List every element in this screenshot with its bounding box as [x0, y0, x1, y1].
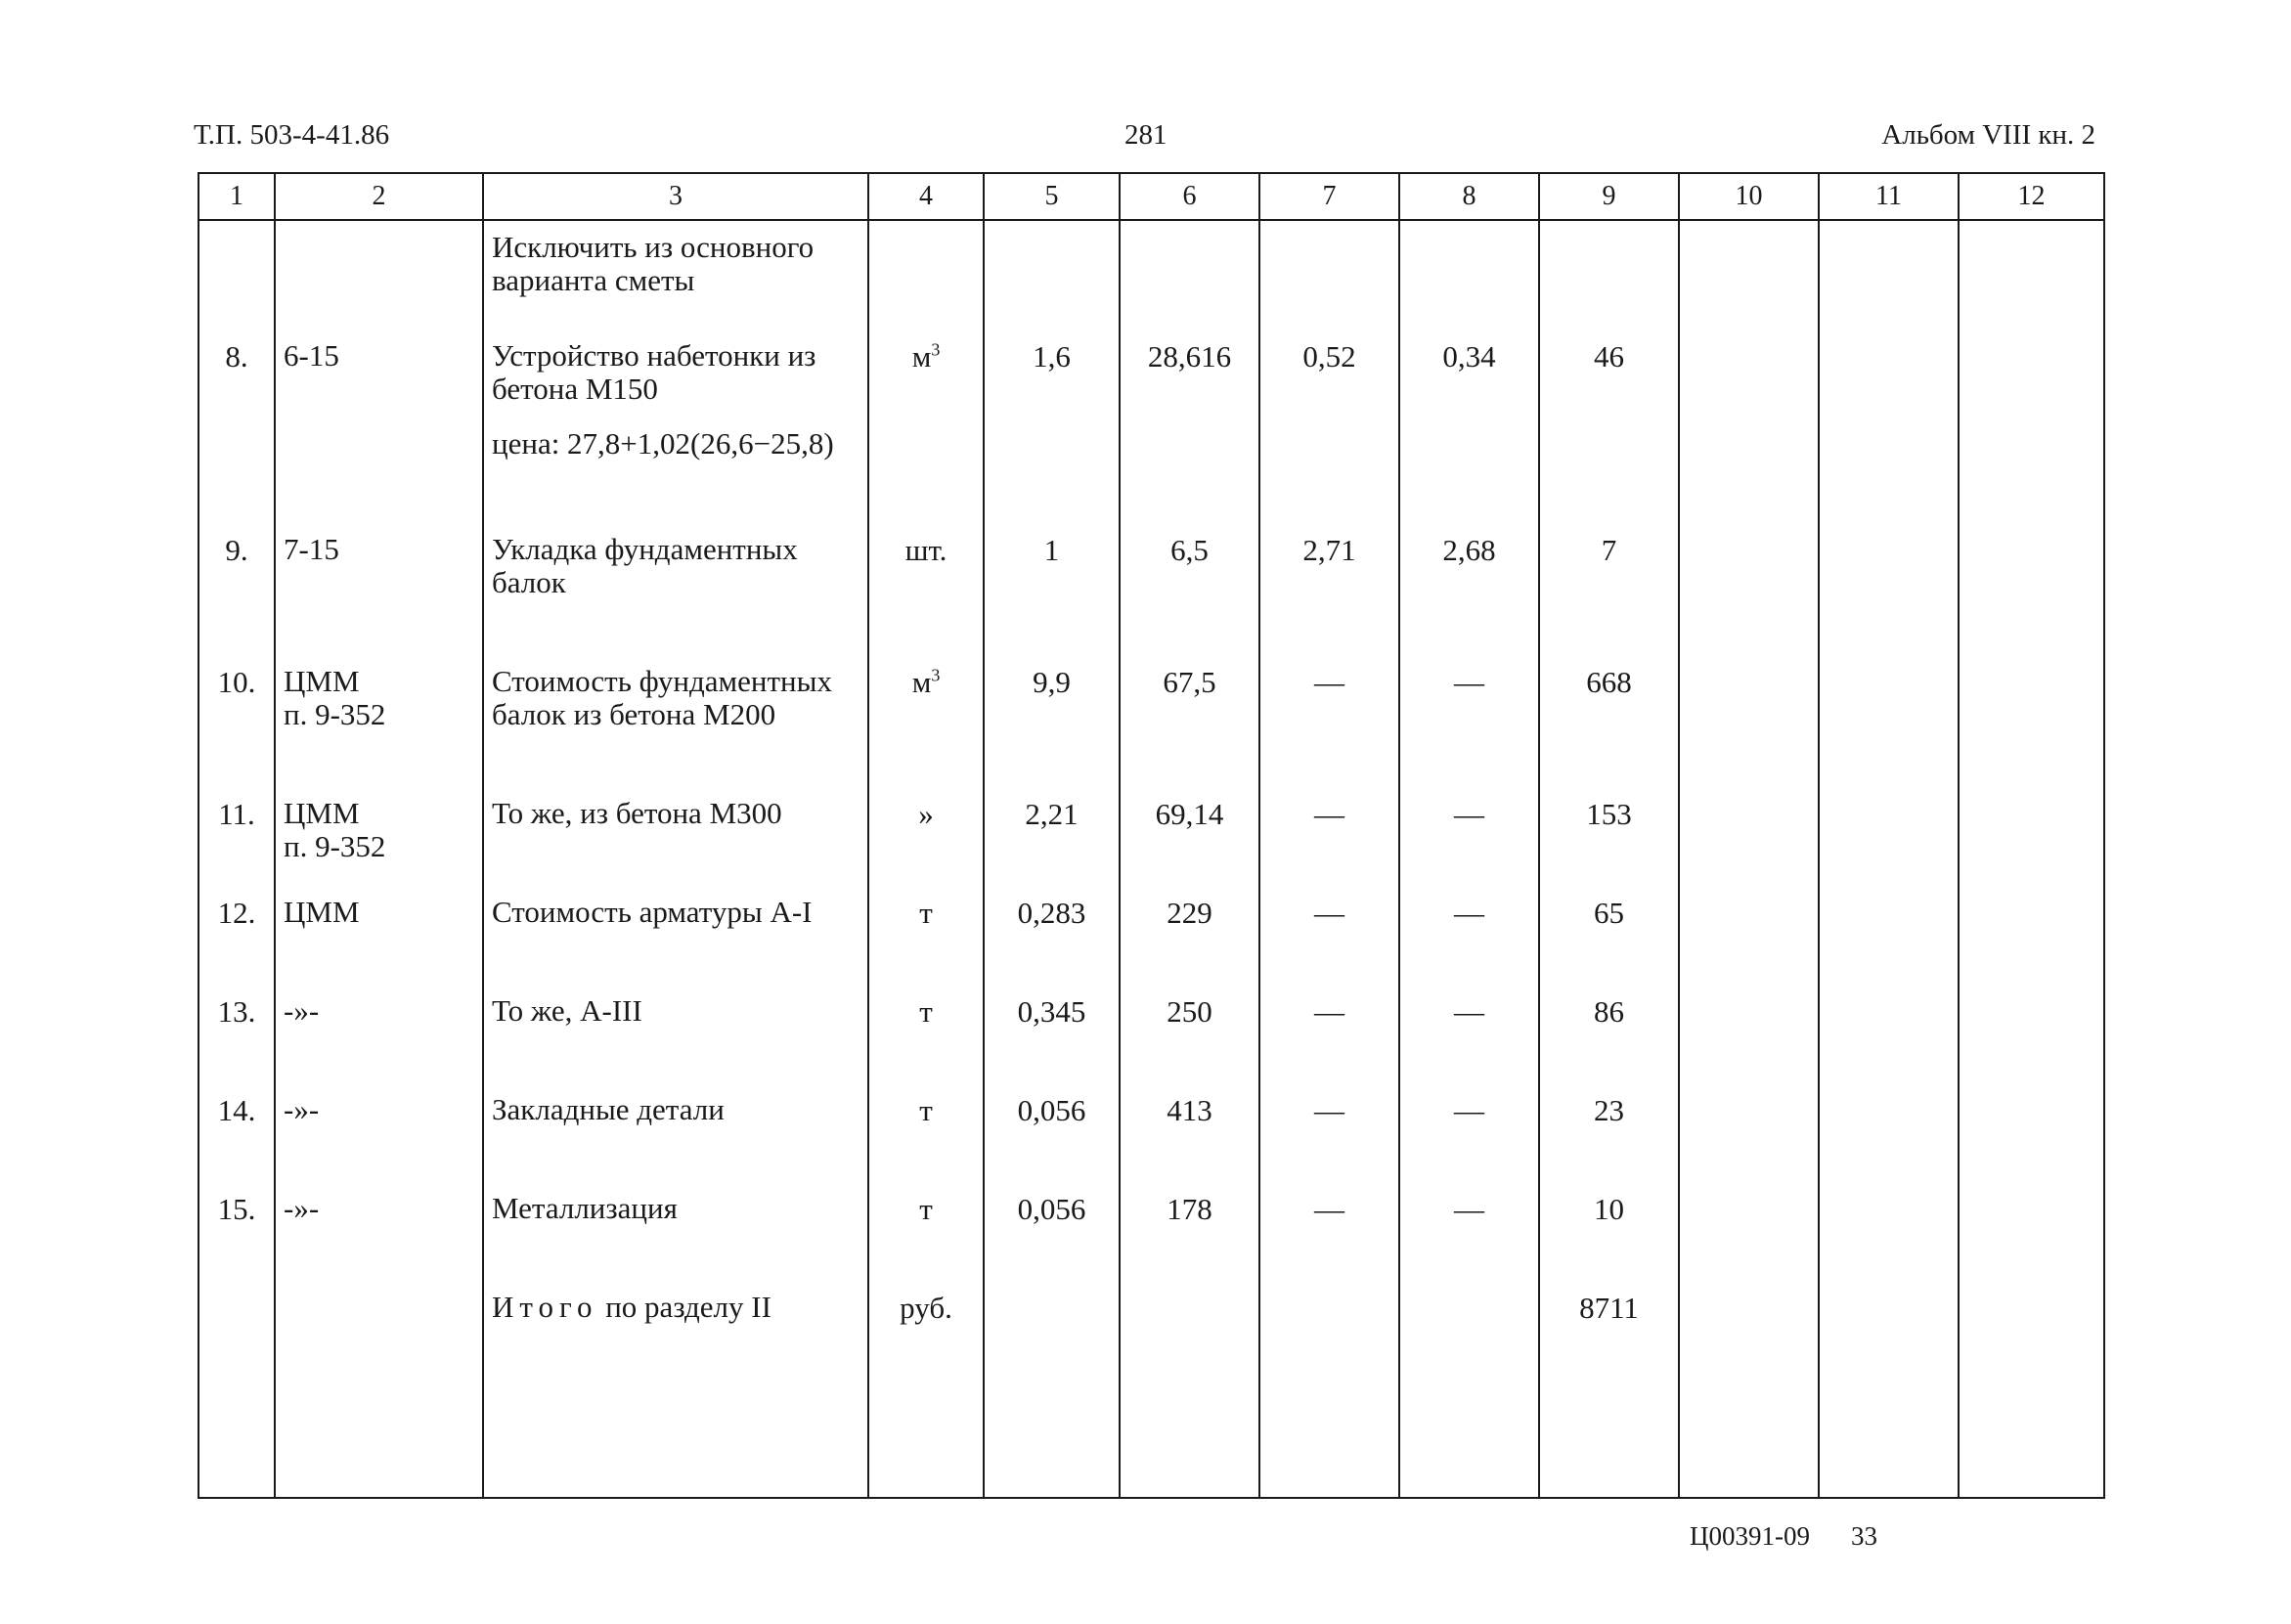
- total-row: [198, 1291, 2104, 1498]
- col-header-7: 7: [1259, 173, 1399, 220]
- wage-cost: —: [1259, 994, 1399, 1093]
- col-header-6: 6: [1120, 173, 1259, 220]
- quantity: 0,056: [984, 1093, 1120, 1192]
- sheet-code: Ц00391-09: [1690, 1521, 1810, 1551]
- row-number: 8.: [198, 339, 275, 533]
- col-header-4: 4: [868, 173, 984, 220]
- norm-reference: ЦММ: [275, 896, 483, 994]
- unit-price: 229: [1120, 896, 1259, 994]
- unit-price: 28,616: [1120, 339, 1259, 533]
- table-row: [198, 797, 2104, 896]
- unit-price: 250: [1120, 994, 1259, 1093]
- unit: $м^3$: [868, 665, 984, 797]
- quantity: 1,6: [984, 339, 1120, 533]
- machine-cost: —: [1399, 1093, 1539, 1192]
- machine-cost: 0,34: [1399, 339, 1539, 533]
- wage-cost: —: [1259, 1192, 1399, 1291]
- work-description: Металлизация: [483, 1192, 868, 1291]
- work-description: Закладные детали: [483, 1093, 868, 1192]
- work-description: Устройство набетонки из бетона М150 цена: 27,8+1,02(26,6−25,8): [483, 339, 868, 533]
- unit: »: [868, 797, 984, 896]
- total-cost: 10: [1539, 1192, 1679, 1291]
- price-formula: цена: 27,8+1,02(26,6−25,8): [492, 426, 834, 461]
- wage-cost: 2,71: [1259, 533, 1399, 665]
- unit-price: 178: [1120, 1192, 1259, 1291]
- col-header-8: 8: [1399, 173, 1539, 220]
- row-number: 13.: [198, 994, 275, 1093]
- norm-reference: -»-: [275, 1192, 483, 1291]
- col-header-10: 10: [1679, 173, 1819, 220]
- total-cost: 86: [1539, 994, 1679, 1093]
- machine-cost: —: [1399, 994, 1539, 1093]
- wage-cost: —: [1259, 665, 1399, 797]
- intro-text: Исключить из основного варианта сметы: [483, 220, 868, 339]
- row-number: 15.: [198, 1192, 275, 1291]
- machine-cost: —: [1399, 797, 1539, 896]
- table-row: [198, 533, 2104, 665]
- unit: т: [868, 994, 984, 1093]
- norm-reference: ЦММ п. 9-352: [275, 797, 483, 896]
- unit-price: 413: [1120, 1093, 1259, 1192]
- total-value: 8711: [1539, 1291, 1679, 1498]
- quantity: 1: [984, 533, 1120, 665]
- table-row: [198, 1093, 2104, 1192]
- intro-row: [198, 220, 2104, 339]
- norm-reference: ЦММ п. 9-352: [275, 665, 483, 797]
- total-cost: 23: [1539, 1093, 1679, 1192]
- wage-cost: —: [1259, 797, 1399, 896]
- table-row: [198, 665, 2104, 797]
- work-description: То же, А-III: [483, 994, 868, 1093]
- row-number: 9.: [198, 533, 275, 665]
- unit: $м^3$: [868, 339, 984, 533]
- col-header-12: 12: [1959, 173, 2104, 220]
- table-row: [198, 339, 2104, 533]
- row-number: 11.: [198, 797, 275, 896]
- col-header-5: 5: [984, 173, 1120, 220]
- total-cost: 65: [1539, 896, 1679, 994]
- col-header-2: 2: [275, 173, 483, 220]
- wage-cost: —: [1259, 1093, 1399, 1192]
- machine-cost: 2,68: [1399, 533, 1539, 665]
- table-row: [198, 896, 2104, 994]
- work-description: Укладка фундаментных балок: [483, 533, 868, 665]
- col-header-9: 9: [1539, 173, 1679, 220]
- col-header-3: 3: [483, 173, 868, 220]
- work-description: То же, из бетона М300: [483, 797, 868, 896]
- total-cost: 153: [1539, 797, 1679, 896]
- col-header-1: 1: [198, 173, 275, 220]
- sheet-number: 33: [1851, 1521, 1877, 1551]
- quantity: 0,283: [984, 896, 1120, 994]
- unit-price: 6,5: [1120, 533, 1259, 665]
- work-description: Стоимость арматуры А-I: [483, 896, 868, 994]
- norm-reference: 6-15: [275, 339, 483, 533]
- wage-cost: —: [1259, 896, 1399, 994]
- album-label: Альбом VIII кн. 2: [1881, 119, 2095, 151]
- total-cost: 668: [1539, 665, 1679, 797]
- row-number: 14.: [198, 1093, 275, 1192]
- unit: т: [868, 1192, 984, 1291]
- total-cost: 46: [1539, 339, 1679, 533]
- col-header-11: 11: [1819, 173, 1959, 220]
- norm-reference: -»-: [275, 1093, 483, 1192]
- table-row: [198, 994, 2104, 1093]
- machine-cost: —: [1399, 896, 1539, 994]
- unit: шт.: [868, 533, 984, 665]
- wage-cost: 0,52: [1259, 339, 1399, 533]
- quantity: 0,056: [984, 1192, 1120, 1291]
- unit-price: 67,5: [1120, 665, 1259, 797]
- total-cost: 7: [1539, 533, 1679, 665]
- quantity: 9,9: [984, 665, 1120, 797]
- unit: т: [868, 1093, 984, 1192]
- column-number-row: [198, 173, 2104, 220]
- estimate-table: [198, 172, 2105, 1499]
- row-number: 10.: [198, 665, 275, 797]
- machine-cost: —: [1399, 1192, 1539, 1291]
- unit: т: [868, 896, 984, 994]
- quantity: 0,345: [984, 994, 1120, 1093]
- total-label: Итого по разделу II: [483, 1291, 868, 1498]
- row-number: 12.: [198, 896, 275, 994]
- page-number: 281: [1124, 119, 1168, 151]
- document-code: Т.П. 503-4-41.86: [194, 119, 390, 151]
- table-row: [198, 1192, 2104, 1291]
- norm-reference: 7-15: [275, 533, 483, 665]
- total-unit: руб.: [868, 1291, 984, 1498]
- work-description: Стоимость фундаментных балок из бетона М200: [483, 665, 868, 797]
- quantity: 2,21: [984, 797, 1120, 896]
- machine-cost: —: [1399, 665, 1539, 797]
- unit-price: 69,14: [1120, 797, 1259, 896]
- norm-reference: -»-: [275, 994, 483, 1093]
